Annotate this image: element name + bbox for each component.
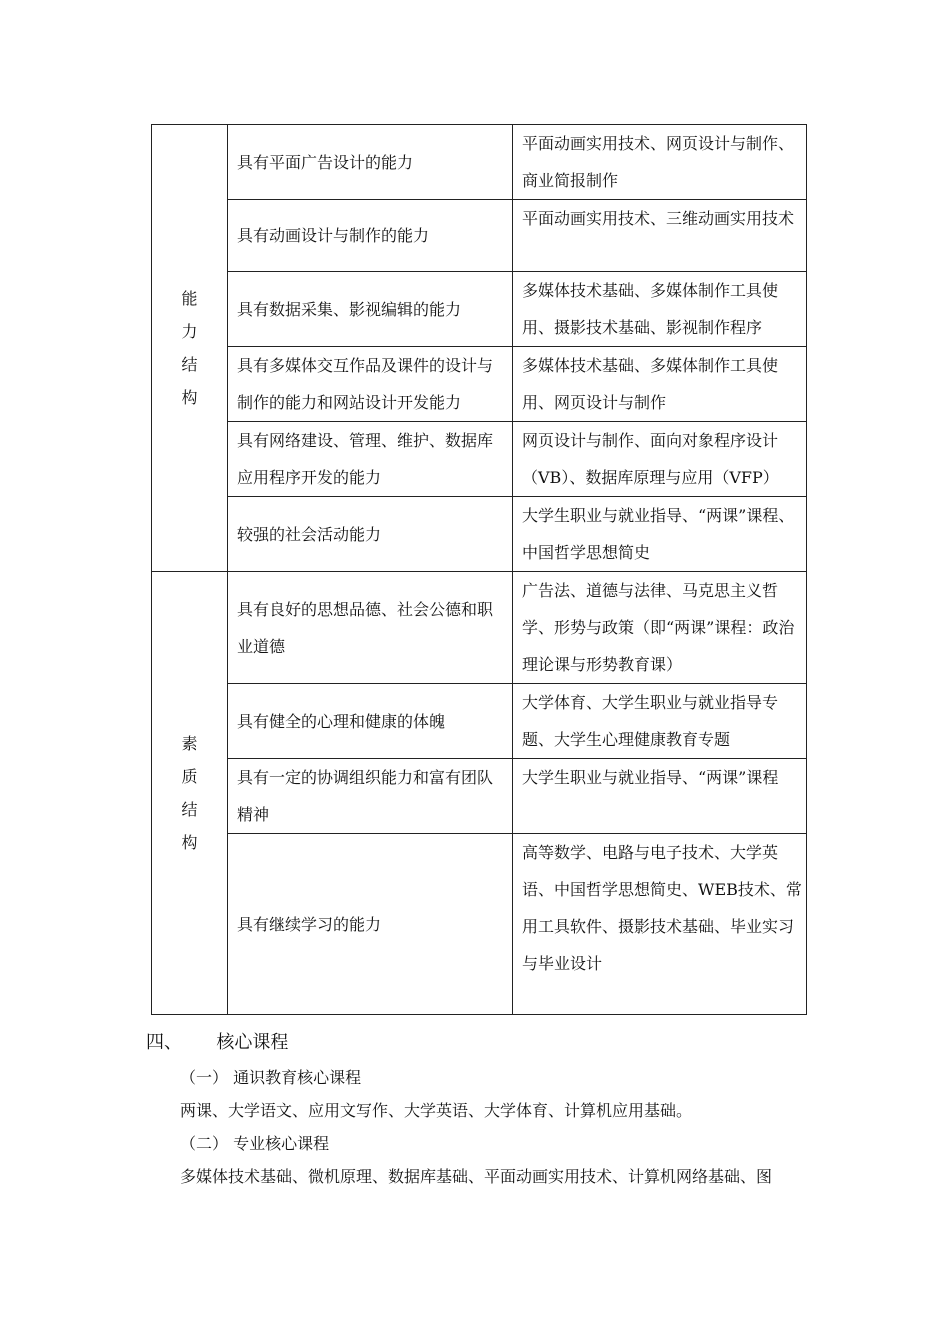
table-row [152,684,807,759]
curriculum-table [151,124,807,1015]
table-row [152,200,807,272]
paragraph: 多媒体技术基础、微机原理、数据库基础、平面动画实用技术、计算机网络基础、图 [180,1167,773,1186]
course-cell: 网页设计与制作、面向对象程序设计（VB）、数据库原理与应用（VFP） [513,422,807,497]
course-cell: 高等数学、电路与电子技术、大学英语、中国哲学思想简史、WEB技术、常用工具软件、摄影技术基础、毕业实习与毕业设计 [513,834,807,1015]
course-cell: 广告法、道德与法律、马克思主义哲学、形势与政策（即“两课”课程：政治理论课与形势教育课） [513,572,807,684]
table-row [152,834,807,1015]
subsection-number: （二） [180,1134,229,1153]
section-heading [146,1028,288,1058]
course-cell: 多媒体技术基础、多媒体制作工具使用、网页设计与制作 [513,347,807,422]
ability-cell: 具有多媒体交互作品及课件的设计与制作的能力和网站设计开发能力 [228,347,513,422]
paragraph: 两课、大学语文、应用文写作、大学英语、大学体育、计算机应用基础。 [180,1101,693,1120]
ability-cell: 具有继续学习的能力 [228,834,513,1015]
table-row [152,422,807,497]
table-row [152,347,807,422]
ability-cell: 具有平面广告设计的能力 [228,125,513,200]
subsection-heading [180,1131,329,1157]
ability-cell: 具有一定的协调组织能力和富有团队精神 [228,759,513,834]
table-row [152,572,807,684]
table-row [152,272,807,347]
course-cell: 平面动画实用技术、三维动画实用技术 [513,200,807,272]
category-label: 素质结构 [181,734,198,852]
ability-cell: 具有良好的思想品德、社会公德和职业道德 [228,572,513,684]
section-title: 核心课程 [216,1032,289,1053]
ability-cell: 具有动画设计与制作的能力 [228,200,513,272]
ability-cell: 具有网络建设、管理、维护、数据库应用程序开发的能力 [228,422,513,497]
ability-cell: 具有数据采集、影视编辑的能力 [228,272,513,347]
table-row [152,125,807,200]
section-number: 四、 [146,1032,182,1053]
category-label: 能力结构 [181,289,198,407]
course-cell: 平面动画实用技术、网页设计与制作、商业简报制作 [513,125,807,200]
subsection-number: （一） [180,1068,229,1087]
course-cell: 多媒体技术基础、多媒体制作工具使用、摄影技术基础、影视制作程序 [513,272,807,347]
subsection-heading [180,1065,361,1091]
table-row [152,497,807,572]
course-cell: 大学生职业与就业指导、“两课”课程、中国哲学思想简史 [513,497,807,572]
ability-cell: 具有健全的心理和健康的体魄 [228,684,513,759]
subsection-title: 通识教育核心课程 [233,1068,362,1087]
course-cell: 大学体育、大学生职业与就业指导专题、大学生心理健康教育专题 [513,684,807,759]
ability-cell: 较强的社会活动能力 [228,497,513,572]
category-cell [152,125,228,572]
course-cell: 大学生职业与就业指导、“两课”课程 [513,759,807,834]
subsection-title: 专业核心课程 [233,1134,330,1153]
category-cell [152,572,228,1015]
table-row [152,759,807,834]
